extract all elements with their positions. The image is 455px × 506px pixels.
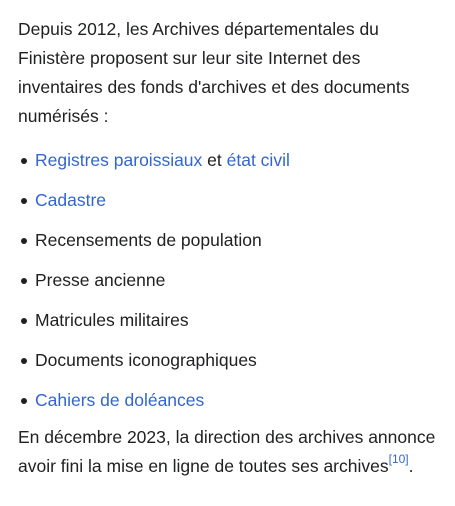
bullet-icon [21,398,27,404]
list-item-label: Documents iconographiques [35,350,257,370]
bullet-icon [21,318,27,324]
link-etat-civil[interactable]: état civil [226,150,290,170]
bullet-icon [21,278,27,284]
list-item-label: Presse ancienne [35,270,166,290]
outro-paragraph [18,423,443,481]
list-item [18,348,443,372]
link-registres-paroissiaux[interactable]: Registres paroissiaux [35,150,203,170]
list-item [18,228,443,252]
bullet-icon [21,158,27,164]
bullet-icon [21,238,27,244]
list-item [18,148,443,172]
intro-paragraph: Depuis 2012, les Archives départementales du Finistère proposent sur leur site Internet des inventaires des fonds d'archives et des documents numérisés : [18,19,410,126]
article-section [18,15,443,481]
list-item [18,188,443,212]
link-cadastre[interactable]: Cadastre [35,190,107,210]
list-item [18,388,443,412]
list-item [18,268,443,292]
bullet-icon [21,358,27,364]
outro-text: En décembre 2023, la direction des archives annonce avoir fini la mise en ligne de toutes ses archives [18,427,436,476]
list-item-connector: et [202,150,227,170]
archive-list [18,148,443,412]
bullet-icon [21,198,27,204]
list-item-label: Matricules militaires [35,310,189,330]
reference-superscript [389,452,409,466]
link-cahiers-de-doleances[interactable]: Cahiers de doléances [35,390,205,410]
reference-link-10[interactable]: [10] [388,452,409,466]
outro-end: . [408,456,414,476]
list-item-label: Recensements de population [35,230,262,250]
list-item [18,308,443,332]
